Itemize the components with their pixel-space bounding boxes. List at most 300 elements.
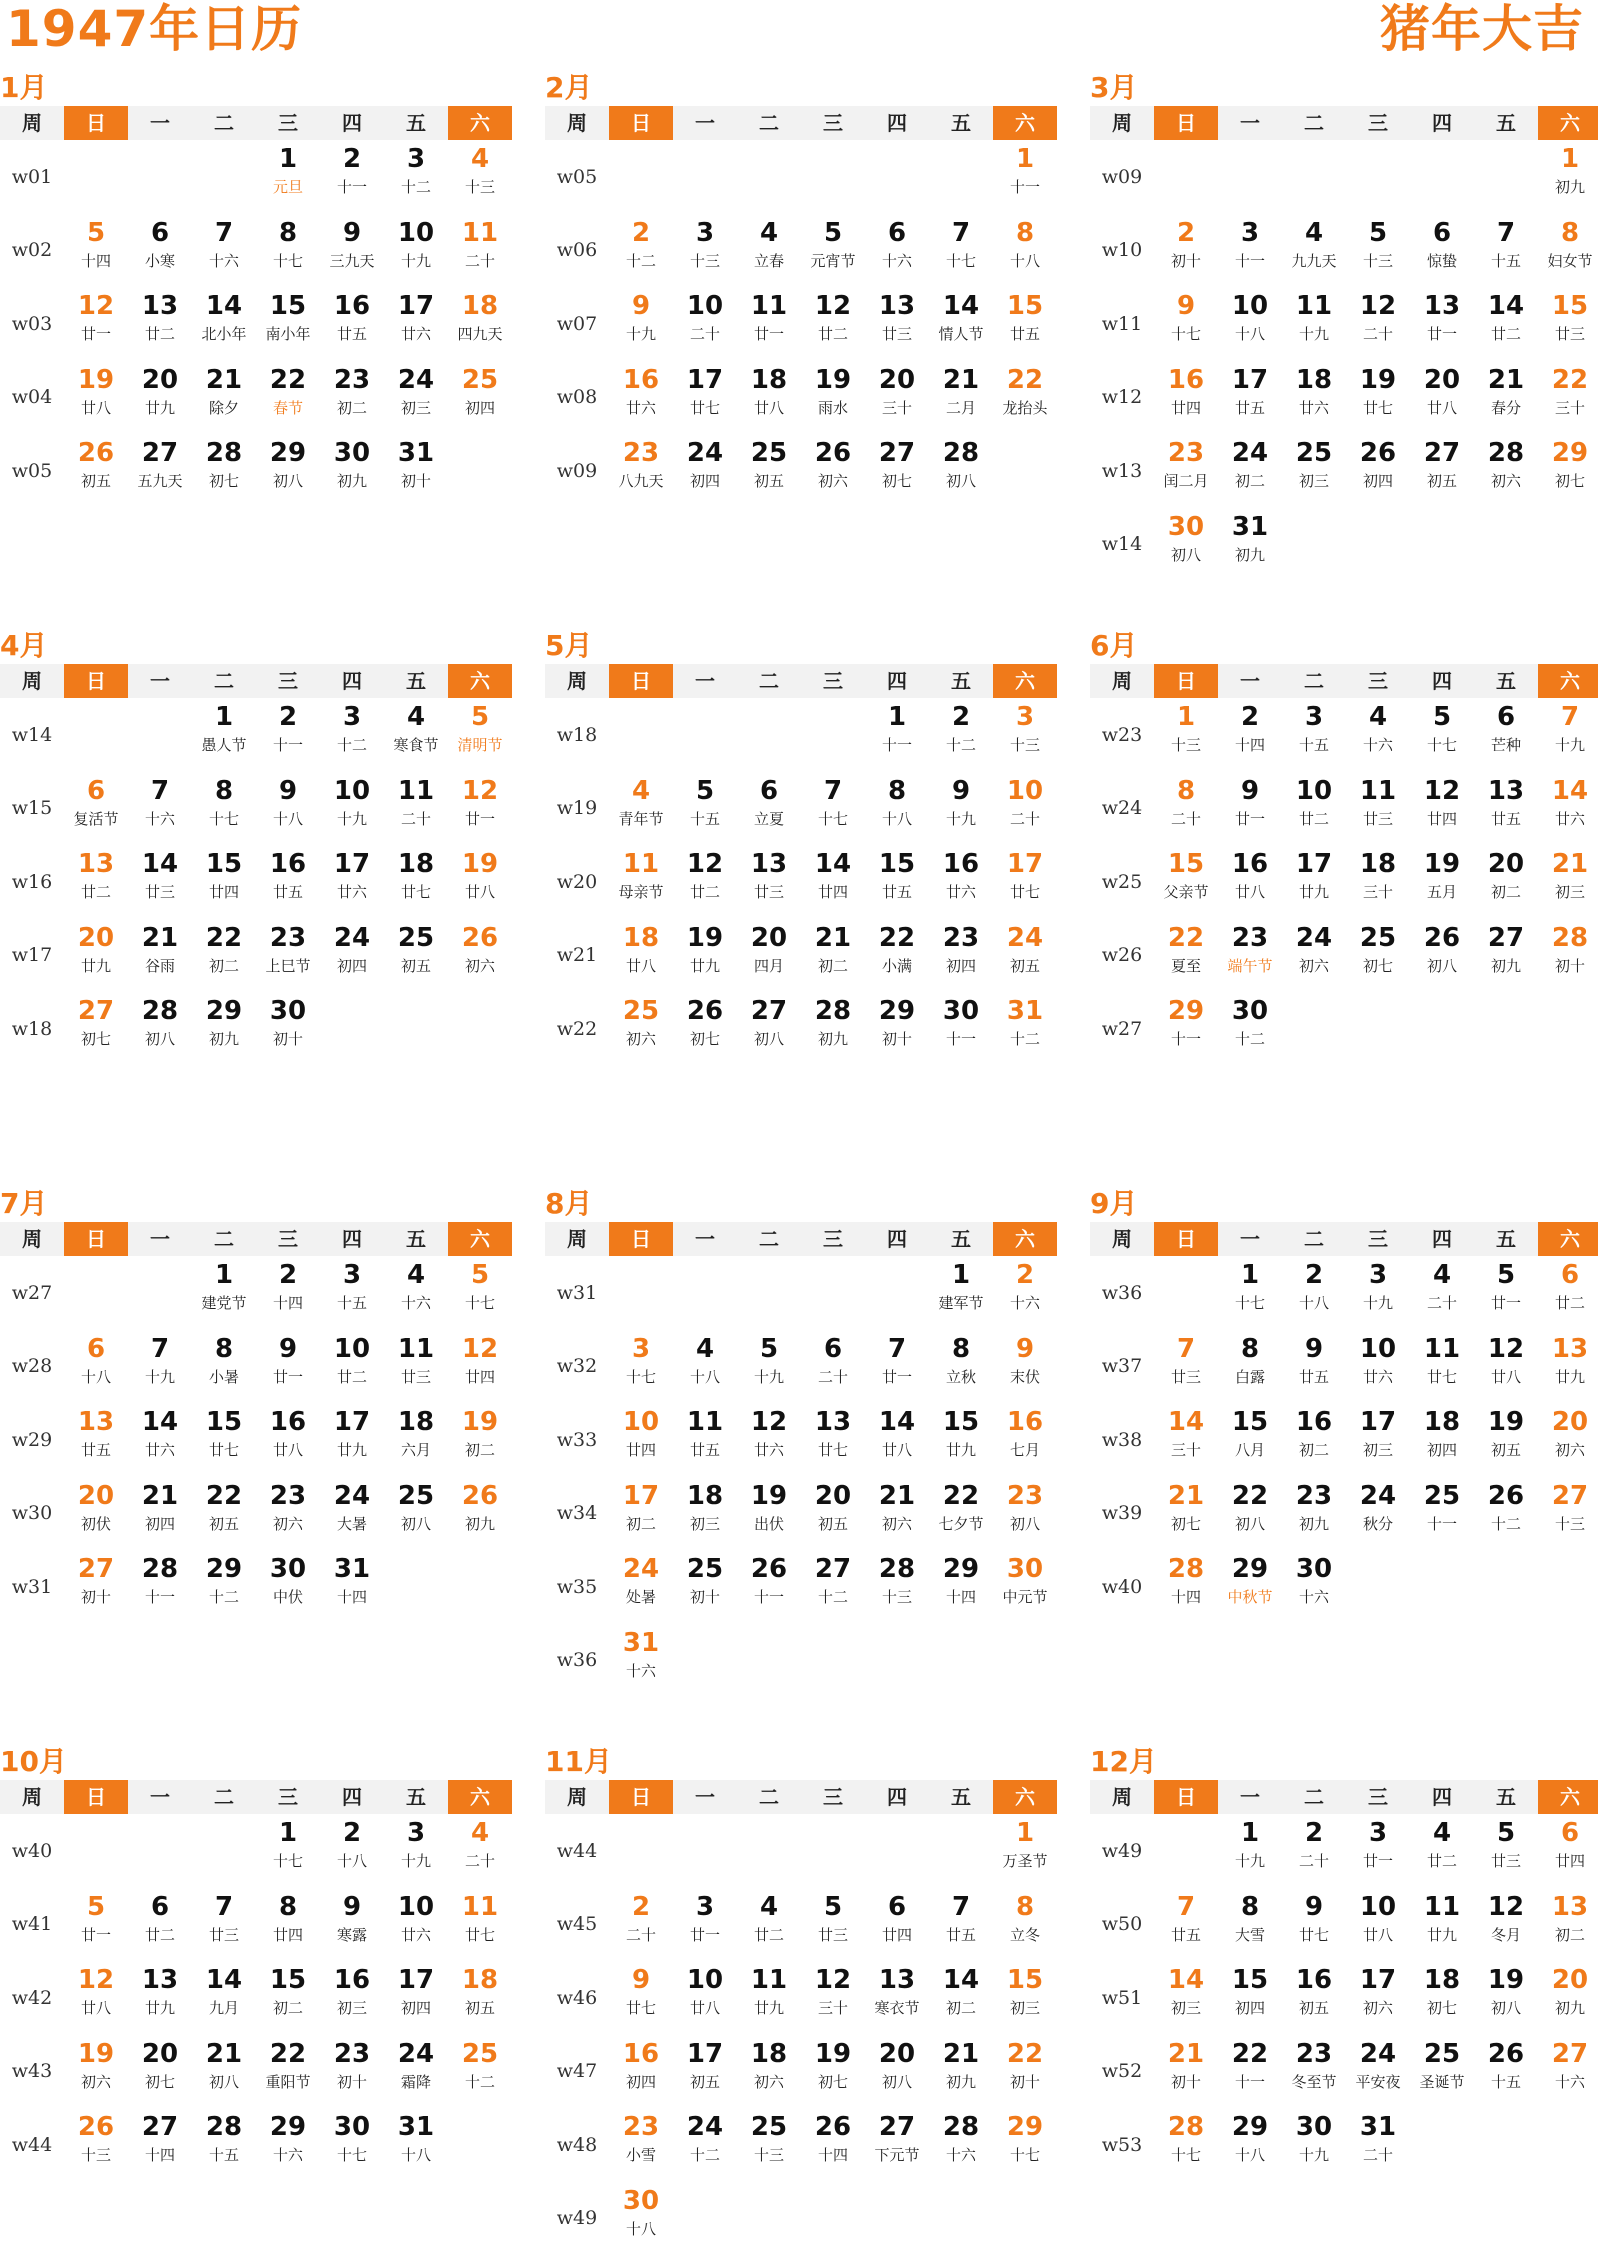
day-cell (865, 772, 929, 846)
lunar-label: 十八 (625, 2219, 656, 2238)
day-number: 9 (1304, 1891, 1324, 1922)
day-number: 4 (1304, 217, 1324, 248)
lunar-label: 十四 (336, 1588, 367, 1606)
day-number: 2 (278, 1260, 298, 1290)
lunar-label: 初五 (689, 2072, 720, 2091)
day-number: 28 (1167, 1554, 1205, 1584)
day-number: 30 (1231, 996, 1269, 1026)
day-cell (1538, 287, 1598, 361)
lunar-label: 初八 (881, 2072, 912, 2091)
day-number: 26 (1359, 438, 1397, 468)
day-cell (801, 1888, 865, 1962)
day-number: 27 (1551, 1480, 1589, 1511)
day-cell (1474, 1814, 1538, 1888)
lunar-label: 十六 (1298, 1588, 1329, 1606)
day-cell (1218, 287, 1282, 361)
day-number: 2 (951, 702, 971, 732)
day-number: 21 (205, 2038, 243, 2069)
lunar-label: 廿六 (400, 325, 431, 343)
lunar-label: 十七 (1170, 2146, 1201, 2164)
day-number: 7 (951, 1891, 971, 1922)
day-cell (993, 2182, 1057, 2256)
day-cell (1538, 1888, 1598, 1962)
day-number: 18 (397, 849, 435, 879)
lunar-label: 初八 (1490, 1999, 1521, 2017)
week-row (0, 1961, 520, 2035)
weekday-header: 四 (1410, 664, 1474, 698)
day-cell (1282, 772, 1346, 846)
lunar-label: 廿六 (625, 398, 656, 417)
day-number: 28 (814, 996, 852, 1026)
day-number: 29 (1231, 1554, 1269, 1584)
day-number: 12 (1487, 1333, 1525, 1364)
day-cell (64, 1961, 128, 2035)
day-cell (384, 1961, 448, 2035)
day-cell (929, 1477, 993, 1551)
weekday-header: 三 (1346, 664, 1410, 698)
lunar-label: 初七 (689, 1030, 720, 1048)
day-number: 16 (1231, 849, 1269, 879)
lunar-label: 廿二 (817, 325, 848, 343)
day-cell (1346, 1888, 1410, 1962)
day-cell (1282, 287, 1346, 361)
lunar-label: 十三 (1009, 736, 1040, 754)
week-number: w50 (1101, 1913, 1143, 1936)
week-number: w49 (556, 2207, 598, 2230)
day-cell (448, 992, 512, 1066)
day-number: 10 (622, 1407, 660, 1437)
week-column-header: 周 (545, 106, 609, 140)
day-number: 18 (686, 1480, 724, 1511)
weekday-header-row (545, 106, 1065, 140)
lunar-label: 十三 (881, 1588, 912, 1606)
day-number: 14 (1167, 1407, 1205, 1437)
day-cell (1218, 434, 1282, 508)
day-number: 28 (205, 2112, 243, 2142)
day-number: 29 (205, 1554, 243, 1584)
day-cell (256, 1550, 320, 1624)
day-number: 5 (759, 1333, 779, 1364)
day-number: 27 (1551, 2038, 1589, 2069)
day-cell (1218, 1403, 1282, 1477)
lunar-label: 二月 (945, 398, 976, 417)
day-number: 25 (686, 1554, 724, 1584)
lunar-label: 廿六 (1554, 809, 1585, 828)
lunar-label: 九月 (208, 1999, 239, 2017)
day-number: 25 (397, 922, 435, 953)
day-number: 12 (1423, 775, 1461, 806)
day-cell (384, 698, 448, 772)
lunar-label: 十九 (336, 809, 367, 828)
day-cell (929, 1814, 993, 1888)
week-row (545, 1256, 1065, 1330)
lunar-label: 廿八 (753, 398, 784, 417)
day-number: 26 (77, 2112, 115, 2142)
lunar-label: 十六 (625, 1661, 656, 1680)
day-cell (737, 1403, 801, 1477)
day-cell (673, 287, 737, 361)
month-block (545, 70, 1065, 508)
month-block (545, 1744, 1065, 2255)
week-number: w10 (1101, 239, 1143, 262)
lunar-label: 初二 (1490, 883, 1521, 901)
day-number: 28 (141, 1554, 179, 1584)
lunar-label: 廿八 (80, 398, 111, 417)
lunar-label: 廿四 (208, 883, 239, 901)
lunar-label: 十九 (1234, 1852, 1265, 1870)
day-number: 1 (1176, 702, 1196, 732)
day-number: 19 (686, 922, 724, 953)
day-cell (64, 140, 128, 214)
day-number: 10 (686, 291, 724, 321)
day-number: 15 (1006, 1965, 1044, 1995)
day-cell (128, 140, 192, 214)
day-number: 22 (1551, 364, 1589, 395)
lunar-label: 初九 (1554, 178, 1585, 196)
weekday-header: 一 (673, 106, 737, 140)
week-number: w07 (556, 312, 598, 335)
lunar-label: 母亲节 (618, 883, 664, 901)
lunar-label: 廿九 (80, 956, 111, 975)
day-number: 23 (942, 922, 980, 953)
day-number: 11 (1359, 775, 1397, 806)
day-number: 9 (342, 217, 362, 248)
lunar-label: 十一 (1009, 178, 1040, 196)
day-cell (1218, 698, 1282, 772)
lunar-label: 十四 (144, 2146, 175, 2164)
day-number: 23 (269, 1480, 307, 1511)
weekday-header: 日 (609, 106, 673, 140)
day-cell (1282, 361, 1346, 435)
lunar-label: 出伏 (753, 1514, 784, 1533)
day-number: 26 (461, 1480, 499, 1511)
day-number: 15 (269, 1965, 307, 1995)
lunar-label: 廿八 (1362, 1925, 1393, 1944)
day-number: 8 (1560, 217, 1580, 248)
week-number: w31 (11, 1575, 53, 1598)
day-cell (1410, 140, 1474, 214)
day-cell (1346, 2108, 1410, 2182)
lunar-label: 十二 (208, 1588, 239, 1606)
day-cell (1218, 1550, 1282, 1624)
lunar-label: 七夕节 (938, 1514, 984, 1533)
day-number: 24 (1359, 1480, 1397, 1511)
lunar-label: 初十 (881, 1030, 912, 1048)
month-block (1090, 628, 1598, 1066)
day-cell (448, 845, 512, 919)
lunar-label: 五月 (1426, 883, 1457, 901)
lunar-label: 十四 (945, 1588, 976, 1606)
day-number: 2 (1015, 1260, 1035, 1290)
weekday-header: 一 (128, 106, 192, 140)
day-cell (1154, 508, 1218, 582)
lunar-label: 初六 (464, 956, 495, 975)
lunar-label: 十八 (689, 1367, 720, 1386)
lunar-label: 清明节 (457, 736, 503, 754)
week-column-header: 周 (0, 106, 64, 140)
day-cell (64, 361, 128, 435)
lunar-label: 初六 (80, 2072, 111, 2091)
weekday-header: 三 (1346, 1222, 1410, 1256)
lunar-label: 十八 (1234, 325, 1265, 343)
day-number: 28 (1167, 2112, 1205, 2142)
day-cell (1218, 1814, 1282, 1888)
day-number: 31 (622, 1627, 660, 1658)
lunar-label: 廿三 (1170, 1367, 1201, 1386)
day-number: 24 (1006, 922, 1044, 953)
day-number: 24 (333, 922, 371, 953)
lunar-label: 初十 (400, 472, 431, 490)
day-cell (128, 845, 192, 919)
weekday-header: 日 (64, 106, 128, 140)
lunar-label: 初八 (945, 472, 976, 490)
week-number: w53 (1101, 2133, 1143, 2156)
day-number: 30 (1295, 2112, 1333, 2142)
day-number: 25 (750, 438, 788, 468)
day-cell (865, 2108, 929, 2182)
day-number: 1 (1240, 1818, 1260, 1848)
day-number: 31 (1006, 996, 1044, 1026)
day-number: 4 (1368, 702, 1388, 732)
day-cell (320, 140, 384, 214)
lunar-label: 建党节 (201, 1294, 247, 1312)
day-number: 11 (397, 1333, 435, 1364)
day-number: 31 (397, 438, 435, 468)
lunar-label: 十四 (1234, 736, 1265, 754)
day-number: 12 (1359, 291, 1397, 321)
day-cell (1218, 919, 1282, 993)
day-cell (1538, 1550, 1598, 1624)
day-number: 2 (342, 1818, 362, 1848)
lunar-label: 闰二月 (1163, 472, 1209, 490)
day-number: 13 (77, 849, 115, 879)
day-cell (1538, 772, 1598, 846)
month-block (1090, 1186, 1598, 1624)
lunar-label: 寒食节 (393, 736, 439, 754)
day-cell (256, 287, 320, 361)
day-number: 2 (631, 1891, 651, 1922)
week-number: w27 (11, 1281, 53, 1304)
day-number: 7 (214, 1891, 234, 1922)
lunar-label: 初二 (1234, 472, 1265, 490)
lunar-label: 廿五 (336, 325, 367, 343)
day-cell (320, 2108, 384, 2182)
lunar-label: 十七 (1170, 325, 1201, 343)
day-cell (609, 1330, 673, 1404)
day-cell (1282, 845, 1346, 919)
day-cell (192, 140, 256, 214)
day-cell (929, 845, 993, 919)
weekday-header: 三 (256, 664, 320, 698)
day-cell (993, 845, 1057, 919)
week-row (545, 1477, 1065, 1551)
lunar-label: 初九 (208, 1030, 239, 1048)
lunar-label: 重阳节 (265, 2072, 311, 2091)
day-cell (1474, 992, 1538, 1066)
lunar-label: 廿一 (689, 1925, 720, 1944)
day-cell (737, 1550, 801, 1624)
day-cell (801, 1403, 865, 1477)
day-cell (929, 214, 993, 288)
day-cell (1474, 140, 1538, 214)
day-cell (1538, 1330, 1598, 1404)
day-cell (384, 1888, 448, 1962)
lunar-label: 初四 (689, 472, 720, 490)
day-cell (609, 1961, 673, 2035)
day-cell (1474, 845, 1538, 919)
week-row (0, 1256, 520, 1330)
day-cell (448, 287, 512, 361)
day-cell (384, 919, 448, 993)
day-number: 24 (397, 2038, 435, 2069)
lunar-label: 廿一 (272, 1367, 303, 1386)
day-cell (448, 361, 512, 435)
week-row (1090, 919, 1598, 993)
lunar-label: 夏至 (1170, 956, 1201, 975)
day-cell (1154, 1330, 1218, 1404)
day-cell (256, 698, 320, 772)
day-cell (865, 845, 929, 919)
day-cell (673, 434, 737, 508)
lunar-label: 三十 (817, 1999, 848, 2017)
lunar-label: 初二 (817, 956, 848, 975)
day-number: 3 (1240, 217, 1260, 248)
week-row (0, 434, 520, 508)
lunar-label: 廿五 (1234, 398, 1265, 417)
day-cell (256, 772, 320, 846)
lunar-label: 廿七 (625, 1999, 656, 2017)
lunar-label: 建军节 (938, 1294, 984, 1312)
day-cell (1346, 2035, 1410, 2109)
day-cell (737, 2108, 801, 2182)
day-cell (801, 1256, 865, 1330)
weekday-header: 六 (1538, 106, 1598, 140)
lunar-label: 廿一 (80, 1925, 111, 1944)
day-number: 29 (878, 996, 916, 1026)
day-cell (737, 287, 801, 361)
day-cell (256, 845, 320, 919)
day-number: 20 (1551, 1965, 1589, 1995)
lunar-label: 初七 (1170, 1514, 1201, 1533)
lunar-label: 十二 (625, 251, 656, 270)
day-number: 21 (141, 1480, 179, 1511)
week-number: w19 (556, 797, 598, 820)
day-cell (737, 1888, 801, 1962)
day-cell (1474, 214, 1538, 288)
weekday-header: 三 (1346, 1780, 1410, 1814)
day-number: 1 (214, 702, 234, 732)
day-cell (737, 992, 801, 1066)
weekday-header-row (0, 664, 520, 698)
day-number: 5 (470, 1260, 490, 1290)
day-number: 15 (878, 849, 916, 879)
day-cell (929, 287, 993, 361)
day-cell (1474, 434, 1538, 508)
day-cell (929, 434, 993, 508)
day-cell (1282, 1550, 1346, 1624)
day-number: 9 (278, 775, 298, 806)
lunar-label: 十九 (1554, 736, 1585, 754)
weekday-header: 二 (737, 664, 801, 698)
weekday-header: 一 (128, 1222, 192, 1256)
day-number: 25 (461, 2038, 499, 2069)
day-cell (256, 1330, 320, 1404)
week-column-header: 周 (1090, 106, 1154, 140)
lunar-label: 初五 (208, 1514, 239, 1533)
weekday-header: 二 (192, 1780, 256, 1814)
day-cell (737, 361, 801, 435)
day-number: 7 (214, 217, 234, 248)
day-number: 24 (1231, 438, 1269, 468)
lunar-label: 初十 (80, 1588, 111, 1606)
day-cell (192, 845, 256, 919)
lunar-label: 廿七 (1426, 1367, 1457, 1386)
day-cell (865, 1330, 929, 1404)
lunar-label: 立冬 (1009, 1925, 1040, 1944)
day-number: 16 (1167, 364, 1205, 395)
day-number: 27 (77, 996, 115, 1026)
week-row (545, 361, 1065, 435)
day-cell (1410, 845, 1474, 919)
day-number: 7 (951, 217, 971, 248)
day-cell (448, 214, 512, 288)
day-number: 17 (1359, 1965, 1397, 1995)
weekday-header: 六 (448, 106, 512, 140)
day-cell (1218, 214, 1282, 288)
lunar-label: 廿三 (1362, 809, 1393, 828)
lunar-label: 廿三 (1490, 1852, 1521, 1870)
lunar-label: 十一 (336, 178, 367, 196)
lunar-label: 廿五 (272, 883, 303, 901)
week-row (0, 361, 520, 435)
week-row (0, 1550, 520, 1624)
day-number: 12 (77, 291, 115, 321)
day-cell (1218, 1477, 1282, 1551)
day-cell (609, 2182, 673, 2256)
day-cell (993, 698, 1057, 772)
lunar-label: 中元节 (1002, 1588, 1048, 1606)
day-number: 25 (1423, 2038, 1461, 2069)
lunar-label: 十二 (1234, 1030, 1265, 1048)
day-number: 4 (470, 1818, 490, 1848)
lunar-label: 廿八 (625, 956, 656, 975)
day-cell (128, 287, 192, 361)
week-number: w03 (11, 312, 53, 335)
day-cell (1410, 1256, 1474, 1330)
week-column-header: 周 (0, 664, 64, 698)
lunar-label: 十八 (272, 809, 303, 828)
day-cell (192, 287, 256, 361)
day-cell (929, 2035, 993, 2109)
day-cell (1538, 361, 1598, 435)
lunar-label: 十九 (945, 809, 976, 828)
day-cell (448, 1256, 512, 1330)
day-cell (1218, 992, 1282, 1066)
lunar-label: 廿三 (881, 325, 912, 343)
day-cell (320, 434, 384, 508)
lunar-label: 廿五 (80, 1441, 111, 1459)
lunar-label: 初七 (817, 2072, 848, 2091)
lunar-label: 十四 (1170, 1588, 1201, 1606)
lunar-label: 十六 (945, 2146, 976, 2164)
lunar-label: 初二 (945, 1999, 976, 2017)
lunar-label: 二十 (689, 325, 720, 343)
lunar-label: 平安夜 (1355, 2072, 1401, 2091)
day-cell (801, 1624, 865, 1698)
lunar-label: 廿一 (753, 325, 784, 343)
day-number: 2 (631, 217, 651, 248)
lunar-label: 十九 (1298, 2146, 1329, 2164)
